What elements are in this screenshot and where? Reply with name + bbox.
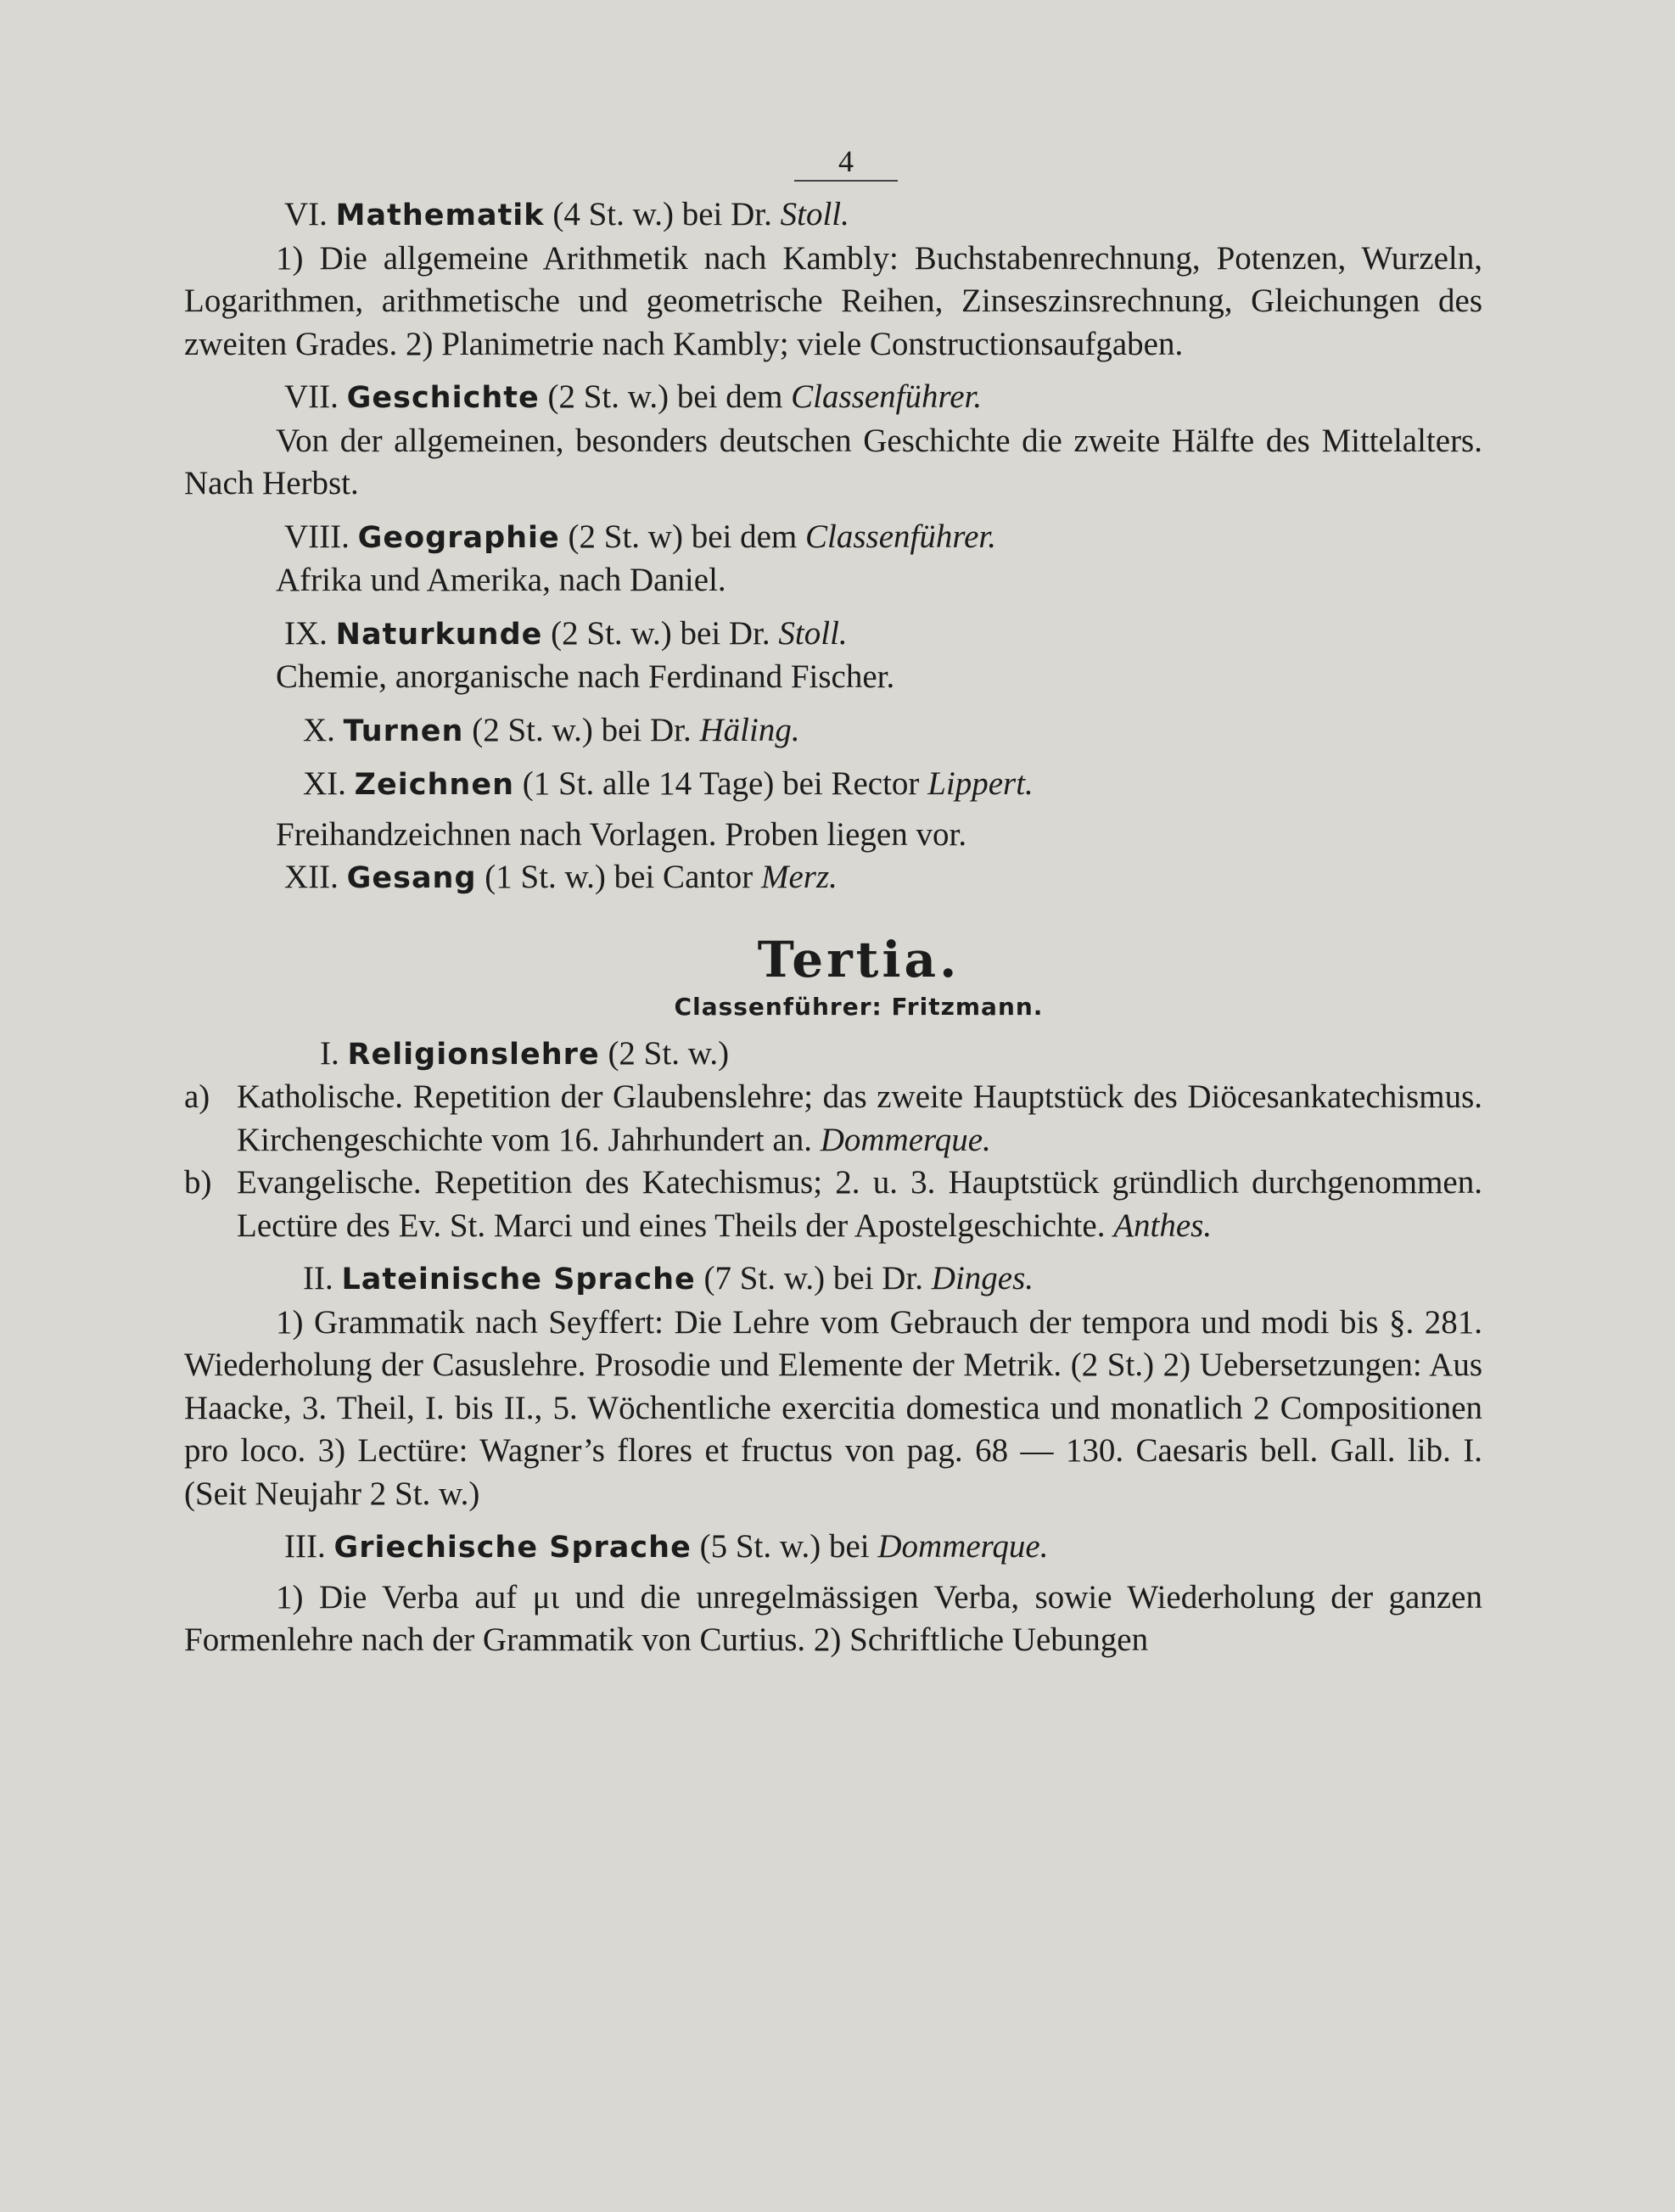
heading-naturkunde: IX. Naturkunde (2 St. w.) bei Dr. Stoll.: [284, 614, 848, 652]
paragraph-zeichnen: Freihandzeichnen nach Vorlagen. Proben liegen vor.: [276, 815, 967, 853]
heading-religionslehre: I. Religionslehre (2 St. w.): [320, 1034, 730, 1072]
paragraph-naturkunde: Chemie, anorganische nach Ferdinand Fischer.: [276, 658, 895, 695]
heading-geschichte: VII. Geschichte (2 St. w.) bei dem Classenführer.: [284, 378, 983, 415]
paragraph-griechisch: 1) Die Verba auf μι und die unregelmässigen Verba, sowie Wiederholung der ganzen Formenlehre nach der Grammatik von Curtius. 2) Schriftliche Uebungen: [184, 1578, 1482, 1658]
paragraph-latein: 1) Grammatik nach Seyffert: Die Lehre vom Gebrauch der tempora und modi bis §. 281. Wiederholung der Casuslehre. Prosodie und Elemente der Metrik. (2 St.) 2) Uebersetzungen: Aus Haacke, 3. Theil, I. bis II., 5. Wöchentliche exercitia domestica und monatlich 2 Compositionen pro loco. 3) Lectüre: Wagner’s flores et fructus von pag. 68 — 130. Caesaris bell. Gall. lib. I. (Seit Neujahr 2 St. w.): [184, 1303, 1482, 1512]
class-leader-line: Classenführer: Fritzmann.: [674, 992, 1044, 1021]
heading-griechisch: III. Griechische Sprache (5 St. w.) bei Dommerque.: [284, 1528, 1049, 1565]
paragraph-mathematik: 1) Die allgemeine Arithmetik nach Kambly: Buchstabenrechnung, Potenzen, Wurzeln, Logarithmen, arithmetische und geometrische Reihen, Zinseszinsrechnung, Gleichungen des zweiten Grades. 2) Planimetrie nach Kambly; viele Constructionsaufgaben.: [184, 239, 1482, 362]
heading-latein: II. Lateinische Sprache (7 St. w.) bei Dr. Dinges.: [303, 1260, 1034, 1296]
heading-mathematik: VI. Mathematik (4 St. w.) bei Dr. Stoll.: [284, 196, 849, 232]
list-item-katholisch: a) Katholische. Repetition der Glaubenslehre; das zweite Hauptstück des Diöcesankatechismus. Kirchengeschichte vom 16. Jahrhundert an. Dommerque.: [184, 1078, 1482, 1158]
sections-top: [184, 193, 1482, 900]
paragraph-geographie: Afrika und Amerika, nach Daniel.: [276, 562, 726, 598]
heading-zeichnen: XI. Zeichnen (1 St. alle 14 Tage) bei Rector Lippert.: [303, 765, 1034, 802]
section-title-tertia: Tertia.: [757, 930, 961, 988]
list-item-evangelisch: b) Evangelische. Repetition des Katechismus; 2. u. 3. Hauptstück gründlich durchgenommen. Lectüre des Ev. St. Marci und eines Theils der Apostelgeschichte. Anthes.: [184, 1164, 1482, 1244]
heading-turnen: X. Turnen (2 St. w.) bei Dr. Häling.: [303, 711, 800, 748]
heading-gesang: XII. Gesang (1 St. w.) bei Cantor Merz.: [284, 859, 838, 895]
paragraph-geschichte: Von der allgemeinen, besonders deutschen Geschichte die zweite Hälfte des Mittelalters. Nach Herbst.: [184, 422, 1482, 501]
page-number: 4: [210, 143, 1482, 182]
heading-geographie: VIII. Geographie (2 St. w) bei dem Classenführer.: [284, 518, 997, 555]
